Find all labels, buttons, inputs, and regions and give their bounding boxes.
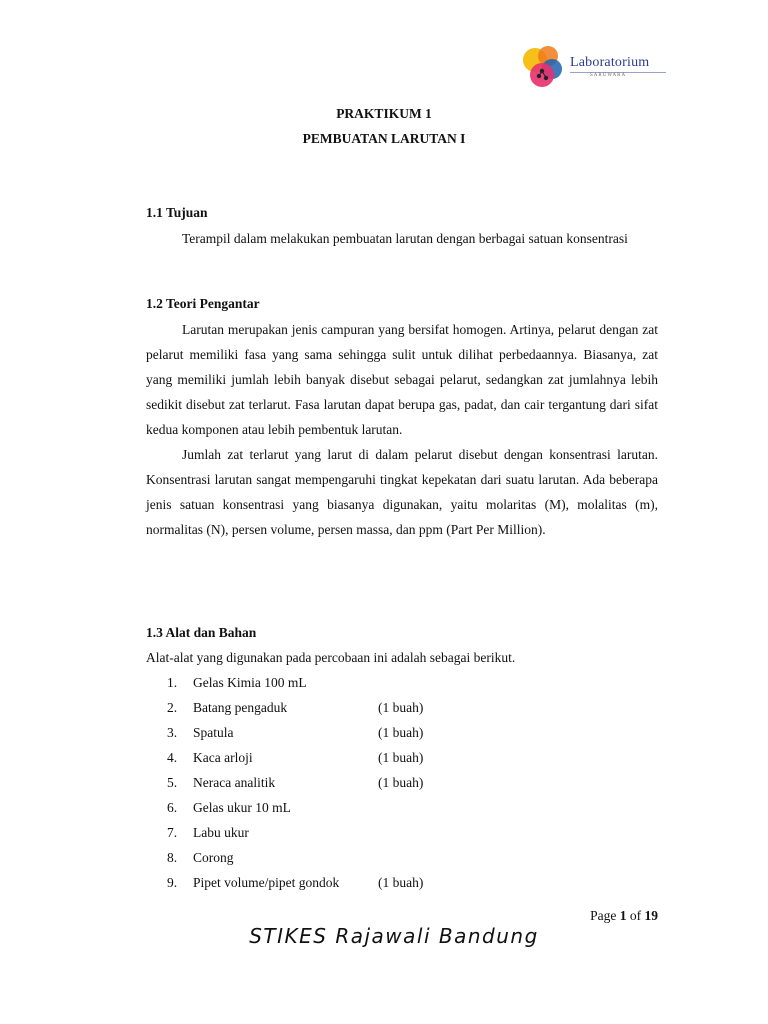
list-item-quantity: (1 buah) — [378, 750, 424, 765]
list-item-name: Spatula — [193, 725, 234, 740]
list-item-quantity: (1 buah) — [378, 775, 424, 790]
list-item-number: 4. — [167, 750, 178, 765]
page-current: 1 — [619, 908, 627, 923]
list-item-name: Pipet volume/pipet gondok — [193, 875, 340, 890]
list-item-number: 3. — [167, 725, 178, 740]
list-item-number: 2. — [167, 700, 178, 715]
list-item-name: Corong — [193, 850, 234, 865]
list-item-number: 9. — [167, 875, 178, 890]
list-item-name: Gelas Kimia 100 mL — [193, 675, 307, 690]
section-heading-tujuan: 1.1 Tujuan — [146, 205, 208, 220]
list-item-number: 8. — [167, 850, 178, 865]
list-item — [146, 670, 546, 695]
tujuan-text: Terampil dalam melakukan pembuatan larutan dengan berbagai satuan konsentrasi — [182, 231, 628, 246]
section-heading-alat: 1.3 Alat dan Bahan — [146, 625, 257, 640]
logo-text: Laboratorium — [570, 55, 650, 70]
list-item-number: 6. — [167, 800, 178, 815]
alat-intro: Alat-alat yang digunakan pada percobaan ini adalah sebagai berikut. — [146, 650, 516, 665]
list-item — [146, 820, 546, 845]
page-number — [590, 908, 658, 924]
list-item-name: Gelas ukur 10 mL — [193, 800, 291, 815]
equipment-list — [146, 670, 546, 895]
list-item-number: 7. — [167, 825, 178, 840]
list-item — [146, 870, 546, 895]
teori-paragraph-1: Larutan merupakan jenis campuran yang bersifat homogen. Artinya, pelarut dengan zat pelarut memiliki fasa yang sama sehingga sulit untuk dilihat perbedaannya. Biasanya, zat yang memiliki jumlah lebih banyak disebut sebagai pelarut, sedangkan zat jumlahnya lebih sedikit disebut zat terlarut. Fasa larutan dapat berupa gas, padat, dan cair tergantung dari sifat kedua komponen atau lebih pembentuk larutan. — [146, 322, 658, 437]
list-item-number: 5. — [167, 775, 178, 790]
list-item-name: Labu ukur — [193, 825, 249, 840]
tujuan-paragraph — [146, 226, 658, 251]
list-item-number: 1. — [167, 675, 178, 690]
logo-subtext: SARUWARA — [590, 73, 627, 78]
list-item — [146, 845, 546, 870]
page-title: PRAKTIKUM 1 — [336, 106, 432, 121]
footer-institution: STIKES Rajawali Bandung — [249, 924, 539, 948]
list-item-name: Kaca arloji — [193, 750, 253, 765]
list-item — [146, 770, 546, 795]
page-of: of — [629, 908, 642, 923]
page-total: 19 — [644, 908, 658, 923]
laboratorium-logo-icon — [518, 42, 570, 92]
list-item — [146, 720, 546, 745]
section-heading-teori: 1.2 Teori Pengantar — [146, 296, 260, 311]
list-item-quantity: (1 buah) — [378, 700, 424, 715]
list-item — [146, 695, 546, 720]
laboratorium-logo — [518, 42, 668, 92]
list-item — [146, 745, 546, 770]
teori-paragraph-2: Jumlah zat terlarut yang larut di dalam pelarut disebut dengan konsentrasi larutan. Konsentrasi larutan sangat mempengaruhi tingkat kepekatan dari suatu larutan. Ada beberapa jenis satuan konsentrasi yang biasanya digunakan, yaitu molaritas (M), molalitas (m), normalitas (N), persen volume, persen massa, dan ppm (Part Per Million). — [146, 447, 658, 537]
teori-paragraphs — [146, 317, 658, 542]
list-item — [146, 795, 546, 820]
list-item-quantity: (1 buah) — [378, 875, 424, 890]
page-subtitle: PEMBUATAN LARUTAN I — [302, 131, 466, 146]
list-item-name: Neraca analitik — [193, 775, 276, 790]
list-item-name: Batang pengaduk — [193, 700, 288, 715]
list-item-quantity: (1 buah) — [378, 725, 424, 740]
page-prefix: Page — [590, 908, 617, 923]
